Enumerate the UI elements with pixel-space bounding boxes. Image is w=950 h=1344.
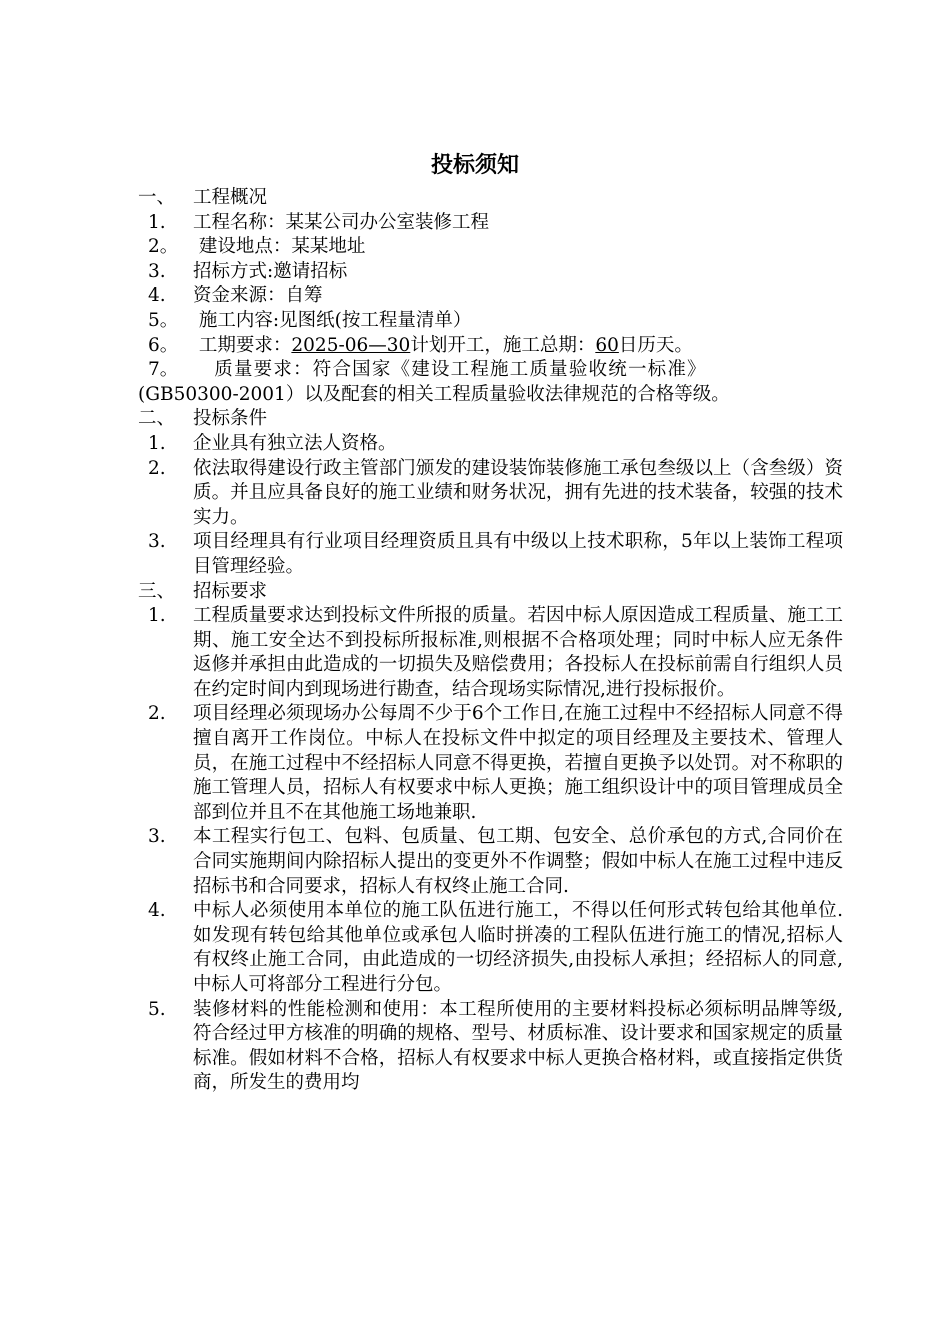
list-item <box>138 235 843 260</box>
item-number: 5. <box>148 998 166 1020</box>
item-text: 质量要求：符合国家《建设工程施工质量验收统一标准》 <box>193 359 707 381</box>
schedule-middle: 计划开工，施工总期： <box>410 334 596 356</box>
list-item <box>138 998 843 1096</box>
section-title: 工程概况 <box>193 187 268 208</box>
schedule-suffix: 日历天。 <box>618 334 693 356</box>
item-number: 2. <box>148 457 166 479</box>
list-item <box>138 530 843 579</box>
list-item <box>138 604 843 702</box>
item-text: 项目经理具有行业项目经理资质且具有中级以上技术职称，5年以上装饰工程项目管理经验。 <box>193 531 843 577</box>
list-item <box>138 284 843 309</box>
item-text: 装修材料的性能检测和使用：本工程所使用的主要材料投标必须标明品牌等级,符合经过甲方核准的明确的规格、型号、材质标准、设计要求和国家规定的质量标准。假如材料不合格，招标人有权要求中标人更换合格材料，或直接指定供货商，所发生的费用均 <box>193 998 843 1094</box>
item-number: 1. <box>148 432 166 454</box>
section-heading <box>138 580 843 605</box>
list-item <box>138 432 843 457</box>
section-number: 三、 <box>138 580 176 602</box>
item-number: 3. <box>148 531 166 553</box>
item-number: 5。 <box>148 309 179 331</box>
document-body <box>138 186 843 1096</box>
section-title: 投标条件 <box>193 408 268 430</box>
item-text: 企业具有独立法人资格。 <box>193 432 397 454</box>
list-item <box>138 309 843 334</box>
document-title: 投标须知 <box>430 153 519 178</box>
item-text <box>193 334 843 359</box>
item-number: 3. <box>148 826 166 848</box>
list-item <box>138 457 843 531</box>
item-text: 工程名称：某某公司办公室装修工程 <box>193 211 490 233</box>
item-text: 中标人必须使用本单位的施工队伍进行施工，不得以任何形式转包给其他单位.如发现有转包给其他单位或承包人临时拼凑的工程队伍进行施工的情况,招标人有权终止施工合同，由此造成的一切经济损失,由投标人承担；经招标人的同意,中标人可将部分工程进行分包。 <box>193 900 843 995</box>
list-item <box>138 899 843 997</box>
list-item <box>138 825 843 899</box>
item-number: 4. <box>148 900 166 922</box>
item-text-continuation: (GB50300-2001）以及配套的相关工程质量验收法律规范的合格等级。 <box>138 383 730 405</box>
item-number: 2。 <box>148 236 179 258</box>
start-date: 2025-06—30 <box>291 334 411 356</box>
item-text: 依法取得建设行政主管部门颁发的建设装饰装修施工承包叁级以上（含叁级）资质。并且应具备良好的施工业绩和财务状况，拥有先进的技术装备，较强的技术实力。 <box>193 457 843 528</box>
section-heading <box>138 186 843 211</box>
item-number: 2. <box>148 703 166 725</box>
section-number: 二、 <box>138 408 176 430</box>
item-text: 本工程实行包工、包料、包质量、包工期、包安全、总价承包的方式,合同价在合同实施期间内除招标人提出的变更外不作调整；假如中标人在施工过程中违反招标书和合同要求，招标人有权终止施工合同. <box>193 826 843 897</box>
list-item <box>138 260 843 285</box>
item-number: 1. <box>148 211 166 233</box>
item-text: 施工内容:见图纸(按工程量清单） <box>193 309 472 331</box>
item-number: 4. <box>148 285 166 307</box>
section-title: 招标要求 <box>193 580 268 602</box>
item-text: 工程质量要求达到投标文件所报的质量。若因中标人原因造成工程质量、施工工期、施工安全达不到投标所报标准,则根据不合格项处理；同时中标人应无条件返修并承担由此造成的一切损失及赔偿费用；各投标人在投标前需自行组织人员在约定时间内到现场进行勘查，结合现场实际情况,进行投标报价。 <box>193 605 843 700</box>
list-item <box>138 334 843 359</box>
item-number: 6。 <box>148 334 179 356</box>
section-number: 一、 <box>138 187 176 208</box>
item-text: 项目经理必须现场办公每周不少于6个工作日,在施工过程中不经招标人同意不得擅自离开工作岗位。中标人在投标文件中拟定的项目经理及主要技术、管理人员，在施工过程中不经招标人同意不得更换，若擅自更换予以处罚。对不称职的施工管理人员，招标人有权要求中标人更换；施工组织设计中的项目管理成员全部到位并且不在其他施工场地兼职. <box>193 703 843 823</box>
section-heading <box>138 407 843 432</box>
list-item <box>138 211 843 236</box>
item-number: 3. <box>148 260 166 282</box>
item-number: 7。 <box>148 359 179 381</box>
item-text: 建设地点：某某地址 <box>193 236 366 258</box>
list-item <box>138 358 843 383</box>
item-text: 招标方式:邀请招标 <box>193 260 348 282</box>
schedule-prefix: 工期要求： <box>193 334 292 356</box>
item-text: 资金来源：自筹 <box>193 285 323 307</box>
total-days: 60 <box>595 334 619 356</box>
item-number: 1. <box>148 605 166 627</box>
list-item <box>138 702 843 825</box>
